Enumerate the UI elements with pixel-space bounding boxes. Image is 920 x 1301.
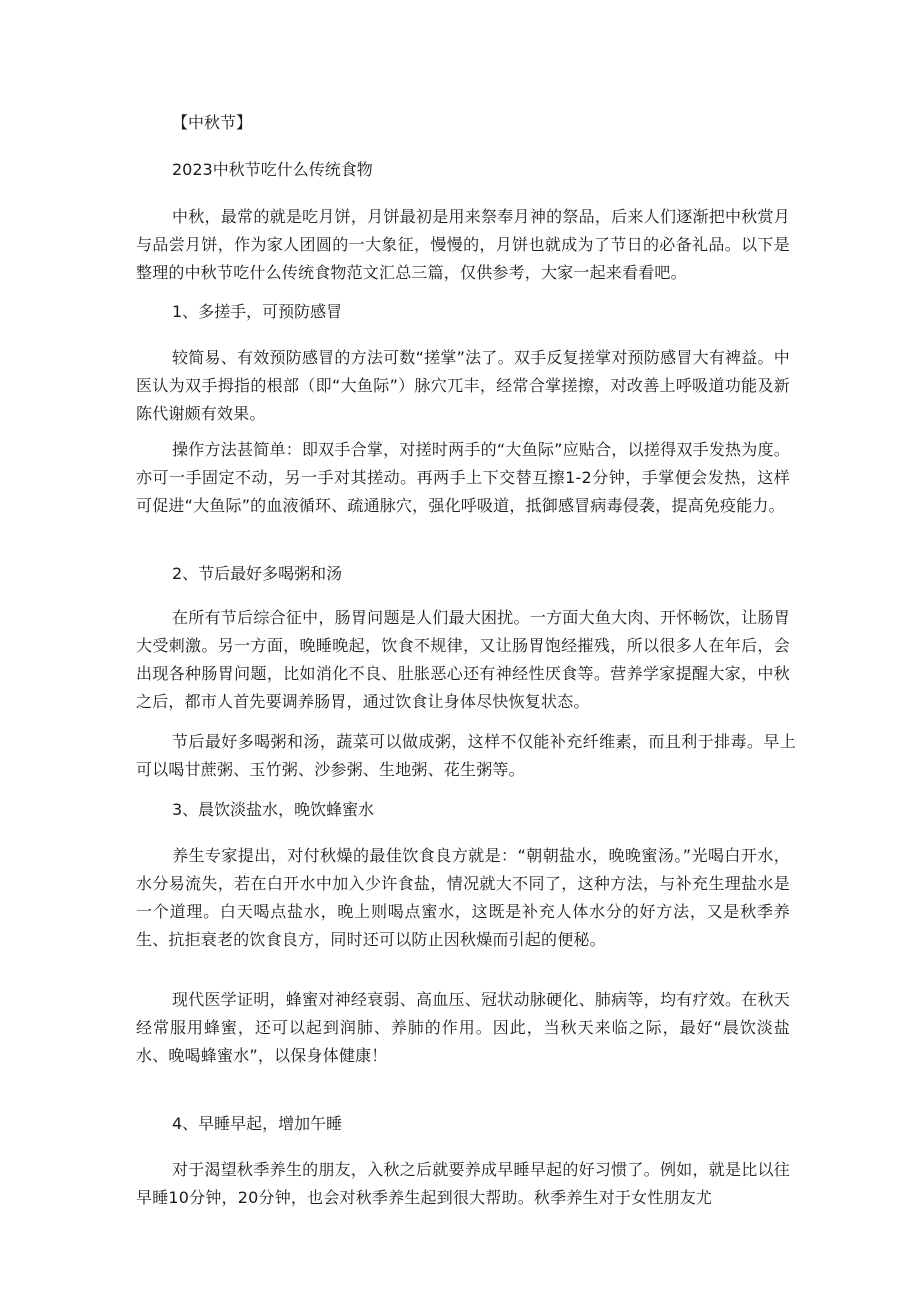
section-4-paragraph-1: 对于渴望秋季养生的朋友，入秋之后就要养成早睡早起的好习惯了。例如，就是比以往早睡10分钟，20分钟，也会对秋季养生起到很大帮助。秋季养生对于女性朋友尤: [136, 1160, 790, 1207]
section-1-heading: 1、多搓手，可预防感冒: [172, 302, 343, 321]
section-4-heading: 4、早睡早起，增加午睡: [172, 1114, 343, 1133]
intro-paragraph: 中秋，最常的就是吃月饼，月饼最初是用来祭奉月神的祭品，后来人们逐渐把中秋赏月与品尝月饼，作为家人团圆的一大象征，慢慢的，月饼也就成为了节日的必备礼品。以下是整理的中秋节吃什么传统食物范文汇总三篇，仅供参考，大家一起来看看吧。: [136, 207, 790, 282]
section-1-paragraph-2: 操作方法甚简单：即双手合掌，对搓时两手的“大鱼际”应贴合，以搓得双手发热为度。亦可一手固定不动，另一手对其搓动。再两手上下交替互擦1-2分钟，手掌便会发热，这样可促进“大鱼际”的血液循环、疏通脉穴，强化呼吸道，抵御感冒病毒侵袭，提高免疫能力。: [136, 440, 790, 515]
section-2-paragraph-1: 在所有节后综合征中，肠胃问题是人们最大困扰。一方面大鱼大肉、开怀畅饮，让肠胃大受刺激。另一方面，晚睡晚起，饮食不规律，又让肠胃饱经摧残，所以很多人在年后，会出现各种肠胃问题，比如消化不良、肚胀恶心还有神经性厌食等。营养学家提醒大家，中秋之后，都市人首先要调养肠胃，通过饮食让身体尽快恢复状态。: [136, 608, 790, 711]
section-1-paragraph-1: 较简易、有效预防感冒的方法可数“搓掌”法了。双手反复搓掌对预防感冒大有裨益。中医认为双手拇指的根部（即“大鱼际”）脉穴兀丰，经常合掌搓擦，对改善上呼吸道功能及新陈代谢颇有效果。: [136, 348, 790, 423]
section-2-heading: 2、节后最好多喝粥和汤: [172, 564, 343, 583]
section-3-heading: 3、晨饮淡盐水，晚饮蜂蜜水: [172, 800, 375, 819]
section-3-paragraph-2: 现代医学证明，蜂蜜对神经衰弱、高血压、冠状动脉硬化、肺病等，均有疗效。在秋天经常服用蜂蜜，还可以起到润肺、养肺的作用。因此，当秋天来临之际，最好“晨饮淡盐水、晚喝蜂蜜水”，以保身体健康！: [136, 990, 790, 1065]
document-title: 2023中秋节吃什么传统食物: [172, 160, 373, 179]
bracket-title: 【中秋节】: [172, 113, 253, 132]
section-3-paragraph-1: 养生专家提出，对付秋燥的最佳饮食良方就是：“朝朝盐水，晚晚蜜汤。”光喝白开水，水分易流失，若在白开水中加入少许食盐，情况就大不同了，这种方法，与补充生理盐水是一个道理。白天喝点盐水，晚上则喝点蜜水，这既是补充人体水分的好方法，又是秋季养生、抗拒衰老的饮食良方，同时还可以防止因秋燥而引起的便秘。: [136, 846, 790, 949]
section-2-paragraph-2: 节后最好多喝粥和汤，蔬菜可以做成粥，这样不仅能补充纤维素，而且利于排毒。早上可以喝甘蔗粥、玉竹粥、沙参粥、生地粥、花生粥等。: [136, 732, 796, 779]
